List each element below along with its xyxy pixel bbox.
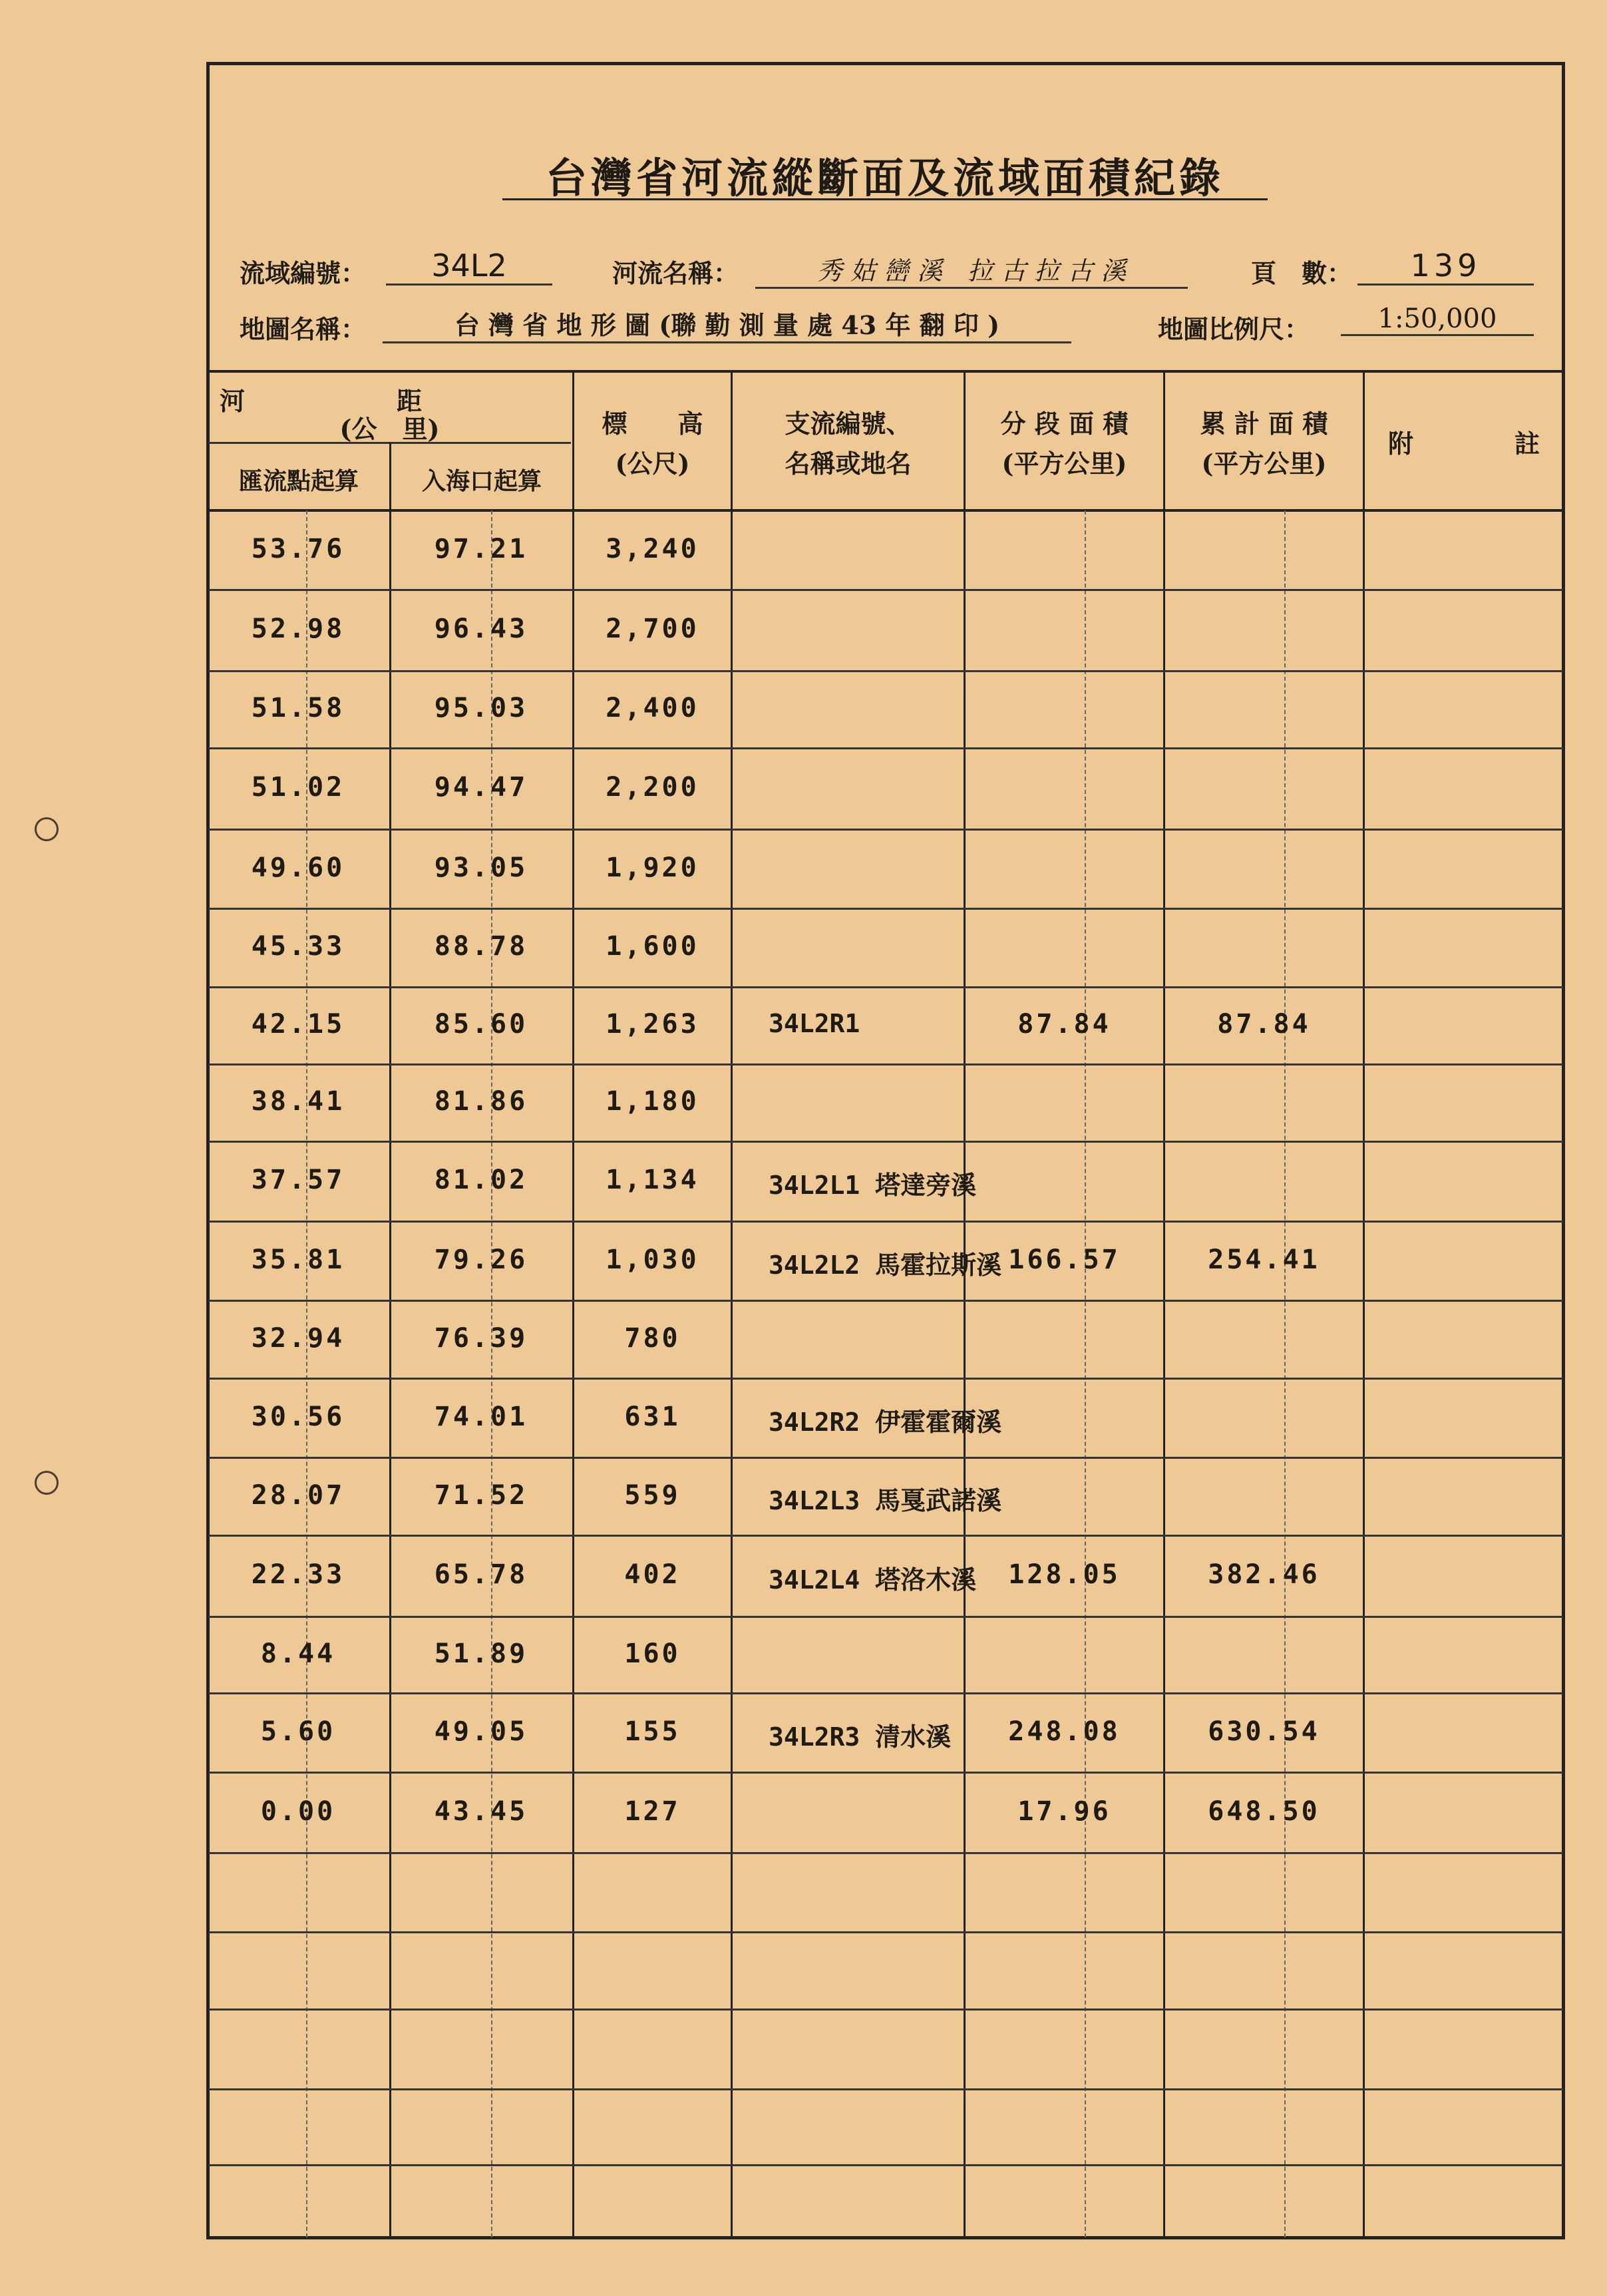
confluence-distance-cell: 49.60 (251, 852, 345, 883)
table-row-rule (208, 747, 1563, 749)
cumulative-area-cell: 254.41 (1208, 1244, 1320, 1275)
confluence-distance-cell: 32.94 (251, 1322, 345, 1354)
estuary-distance-cell: 94.47 (434, 772, 528, 803)
estuary-distance-cell: 74.01 (434, 1401, 528, 1432)
cumulative-area-header: 累 計 面 積 (1200, 409, 1328, 439)
elevation-header: 標 高 (602, 409, 703, 439)
elevation-cell: 155 (624, 1716, 681, 1747)
segment-area-cell: 166.57 (1008, 1244, 1121, 1275)
estuary-distance-cell: 79.26 (434, 1244, 528, 1275)
estuary-distance-cell: 88.78 (434, 931, 528, 962)
segment-area-cell: 248.08 (1008, 1716, 1121, 1747)
remarks-header: 附 註 (1387, 429, 1540, 459)
estuary-distance-cell: 43.45 (434, 1796, 528, 1827)
basin-no-field[interactable]: 34L2 (386, 248, 552, 286)
binder-hole-bottom (35, 1471, 59, 1495)
tributary-header-line2: 名稱或地名 (785, 449, 912, 478)
distance-group-header: 河 距 (220, 386, 423, 416)
estuary-distance-cell: 51.89 (434, 1638, 528, 1669)
estuary-distance-cell: 81.86 (434, 1086, 528, 1117)
elevation-cell: 127 (624, 1796, 681, 1827)
estuary-distance-cell: 49.05 (434, 1716, 528, 1747)
elevation-cell: 1,920 (606, 852, 699, 883)
confluence-distance-cell: 22.33 (251, 1559, 345, 1590)
decimal-guide (1284, 510, 1286, 2237)
river-name-label: 河流名稱： (612, 258, 739, 288)
confluence-distance-cell: 51.02 (251, 772, 345, 803)
title-underline (502, 198, 1268, 200)
table-row-rule (208, 1692, 1563, 1694)
river-name-field[interactable]: 秀 姑 巒 溪 拉 古 拉 古 溪 (755, 250, 1188, 289)
elevation-cell: 631 (624, 1401, 681, 1432)
segment-area-cell: 87.84 (1017, 1009, 1111, 1040)
estuary-distance-cell: 93.05 (434, 852, 528, 883)
estuary-distance-cell: 97.21 (434, 534, 528, 564)
scale-label: 地圖比例尺： (1158, 314, 1310, 344)
confluence-distance-cell: 53.76 (251, 534, 345, 564)
tributary-cell: 34L2L1 塔達旁溪 (769, 1171, 977, 1200)
table-row-rule (208, 1931, 1563, 1933)
tributary-cell: 34L2R3 清水溪 (769, 1722, 952, 1752)
elevation-cell: 1,030 (606, 1244, 699, 1275)
table-row-rule (208, 1378, 1563, 1380)
table-top-rule (206, 370, 1565, 373)
table-row-rule (208, 1616, 1563, 1618)
confluence-distance-cell: 5.60 (260, 1716, 336, 1747)
segment-area-unit-header: (平方公里) (1001, 449, 1127, 478)
table-row-rule (208, 986, 1563, 988)
col-divider (1163, 370, 1165, 2237)
distance-unit-header: (公 里) (339, 414, 440, 444)
cumulative-area-cell: 382.46 (1208, 1559, 1320, 1590)
scale-field[interactable]: 1:50,000 (1341, 303, 1534, 336)
confluence-distance-cell: 35.81 (251, 1244, 345, 1275)
table-row-rule (208, 589, 1563, 591)
form-title: 台灣省河流縱斷面及流域面積紀錄 (545, 154, 1224, 202)
elevation-cell: 160 (624, 1638, 681, 1669)
page-no-field[interactable]: 139 (1357, 248, 1534, 286)
elevation-cell: 1,134 (606, 1165, 699, 1195)
confluence-distance-cell: 38.41 (251, 1086, 345, 1117)
confluence-distance-cell: 51.58 (251, 693, 345, 723)
decimal-guide (306, 510, 307, 2237)
segment-area-cell: 17.96 (1017, 1796, 1111, 1827)
table-row-rule (208, 1772, 1563, 1774)
cumulative-area-unit-header: (平方公里) (1201, 449, 1327, 478)
elevation-cell: 1,600 (606, 931, 699, 962)
col-divider (572, 370, 574, 2237)
estuary-distance-cell: 95.03 (434, 693, 528, 723)
table-row-rule (208, 908, 1563, 910)
elevation-cell: 3,240 (606, 534, 699, 564)
decimal-guide (491, 510, 492, 2237)
estuary-distance-cell: 96.43 (434, 614, 528, 644)
tributary-cell: 34L2L2 馬霍拉斯溪 (769, 1250, 1002, 1280)
cumulative-area-cell: 648.50 (1208, 1796, 1320, 1827)
from-confluence-header: 匯流點起算 (238, 467, 359, 495)
decimal-guide (1085, 510, 1086, 2237)
table-row-rule (208, 1535, 1563, 1537)
cumulative-area-cell: 87.84 (1217, 1009, 1311, 1040)
estuary-distance-cell: 81.02 (434, 1165, 528, 1195)
tributary-header-line1: 支流編號、 (785, 409, 912, 439)
confluence-distance-cell: 0.00 (260, 1796, 336, 1827)
estuary-distance-cell: 65.78 (434, 1559, 528, 1590)
confluence-distance-cell: 52.98 (251, 614, 345, 644)
elevation-cell: 780 (624, 1322, 681, 1354)
confluence-distance-cell: 30.56 (251, 1401, 345, 1432)
elevation-cell: 2,200 (606, 772, 699, 803)
estuary-distance-cell: 85.60 (434, 1009, 528, 1040)
elevation-cell: 2,700 (606, 614, 699, 644)
elevation-cell: 2,400 (606, 693, 699, 723)
tributary-cell: 34L2R1 (769, 1009, 860, 1038)
table-row-rule (208, 1457, 1563, 1459)
segment-area-header: 分 段 面 積 (1000, 409, 1129, 439)
col-divider (964, 370, 966, 2237)
table-row-rule (208, 2088, 1563, 2090)
elevation-cell: 402 (624, 1559, 681, 1590)
table-row-rule (208, 670, 1563, 672)
map-name-field[interactable]: 台 灣 省 地 形 圖 (聯 勤 測 量 處 43 年 翻 印 ) (383, 305, 1071, 343)
cumulative-area-cell: 630.54 (1208, 1716, 1320, 1747)
elevation-cell: 1,263 (606, 1009, 699, 1040)
segment-area-cell: 128.05 (1008, 1559, 1121, 1590)
col-divider (731, 370, 733, 2237)
estuary-distance-cell: 71.52 (434, 1479, 528, 1511)
col-divider (1363, 370, 1365, 2237)
estuary-distance-cell: 76.39 (434, 1322, 528, 1354)
tributary-cell: 34L2R2 伊霍霍爾溪 (769, 1407, 1002, 1437)
confluence-distance-cell: 42.15 (251, 1009, 345, 1040)
table-row-rule (208, 1852, 1563, 1854)
elevation-cell: 559 (624, 1479, 681, 1511)
confluence-distance-cell: 8.44 (260, 1638, 336, 1669)
tributary-cell: 34L2L4 塔洛木溪 (769, 1565, 977, 1595)
table-row-rule (208, 2009, 1563, 2010)
table-row-rule (208, 829, 1563, 831)
page-label: 頁 數： (1251, 258, 1353, 288)
binder-hole-top (35, 817, 59, 841)
table-row-rule (208, 1141, 1563, 1143)
confluence-distance-cell: 28.07 (251, 1479, 345, 1511)
elevation-unit-header: (公尺) (615, 449, 690, 478)
table-row-rule (208, 1300, 1563, 1302)
elevation-cell: 1,180 (606, 1086, 699, 1117)
table-row-rule (208, 1063, 1563, 1065)
from-estuary-header: 入海口起算 (421, 467, 542, 495)
table-header-bottom-rule (206, 509, 1565, 512)
table-row-rule (208, 2164, 1563, 2166)
tributary-cell: 34L2L3 馬戛武諾溪 (769, 1485, 1002, 1515)
map-name-label: 地圖名稱： (240, 314, 367, 344)
table-row-rule (208, 1221, 1563, 1223)
confluence-distance-cell: 45.33 (251, 931, 345, 962)
confluence-distance-cell: 37.57 (251, 1165, 345, 1195)
basin-no-label: 流域編號： (240, 258, 367, 288)
